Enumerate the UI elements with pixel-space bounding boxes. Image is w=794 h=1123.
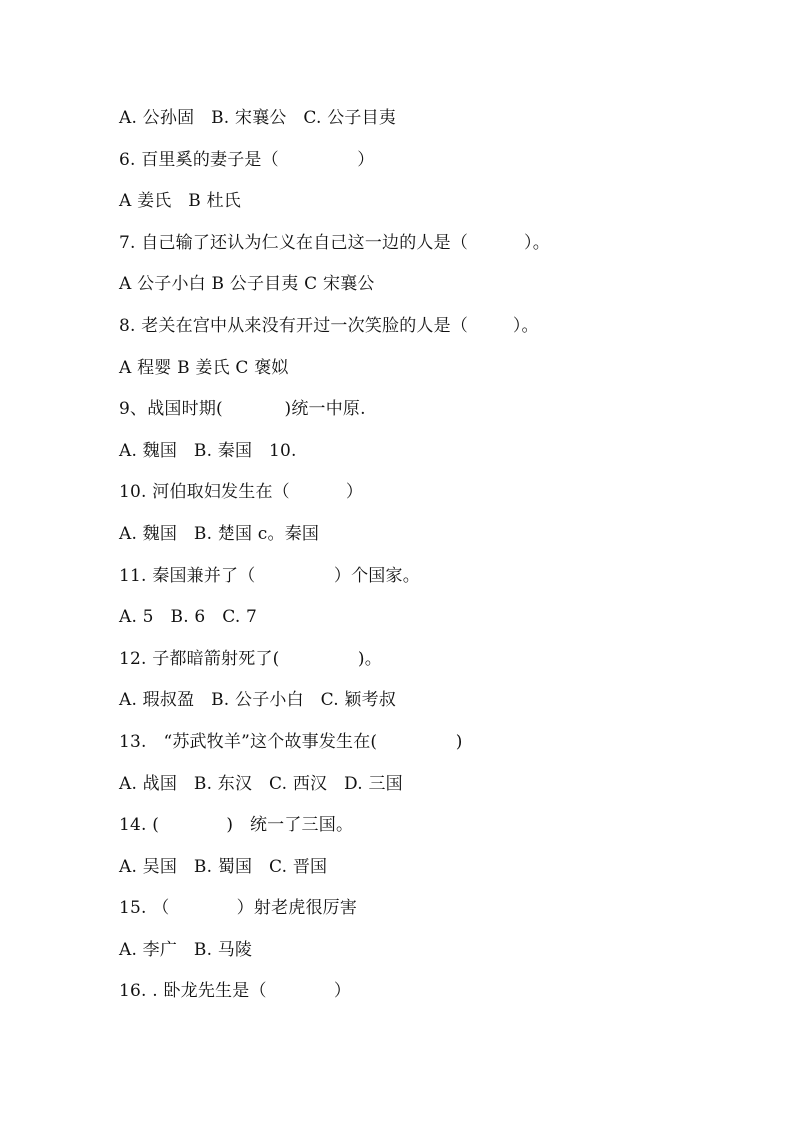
question-line: 13. “苏武牧羊”这个故事发生在( ) xyxy=(119,731,463,752)
question-line: 10. 河伯取妇发生在（ ） xyxy=(119,482,364,503)
question-line: 15. （ ）射老虎很厉害 xyxy=(119,898,358,919)
answer-options-line: A. 瑕叔盈 B. 公子小白 C. 颖考叔 xyxy=(119,690,397,711)
question-line: 12. 子都暗箭射死了( )。 xyxy=(119,648,382,669)
answer-options-line: A. 魏国 B. 楚国 c。秦国 xyxy=(119,523,320,544)
answer-options-line: A. 吴国 B. 蜀国 C. 晋国 xyxy=(119,856,328,877)
answer-options-line: A 姜氏 B 杜氏 xyxy=(119,191,241,212)
question-line: 14. ( ) 统一了三国。 xyxy=(119,815,354,836)
question-line: 16. . 卧龙先生是（ ） xyxy=(119,981,352,1002)
answer-options-line: A. 公孙固 B. 宋襄公 C. 公子目夷 xyxy=(119,108,397,128)
question-line: 9、战国时期( )统一中原. xyxy=(119,399,366,420)
question-line: 8. 老关在宫中从来没有开过一次笑脸的人是（ ）。 xyxy=(119,315,539,336)
question-line: 6. 百里奚的妻子是（ ） xyxy=(119,149,375,170)
answer-options-line: A 程婴 B 姜氏 C 褒姒 xyxy=(119,357,289,378)
answer-options-line: A. 战国 B. 东汉 C. 西汉 D. 三国 xyxy=(119,773,403,794)
answer-options-line: A 公子小白 B 公子目夷 C 宋襄公 xyxy=(119,274,375,295)
answer-options-line: A. 魏国 B. 秦国 10. xyxy=(119,440,297,461)
answer-options-line: A. 5 B. 6 C. 7 xyxy=(119,607,258,628)
question-line: 7. 自己输了还认为仁义在自己这一边的人是（ ）。 xyxy=(119,232,550,253)
answer-options-line: A. 李广 B. 马陵 xyxy=(119,939,253,960)
question-list xyxy=(119,104,719,1019)
question-line: 11. 秦国兼并了（ ）个国家。 xyxy=(119,565,420,586)
